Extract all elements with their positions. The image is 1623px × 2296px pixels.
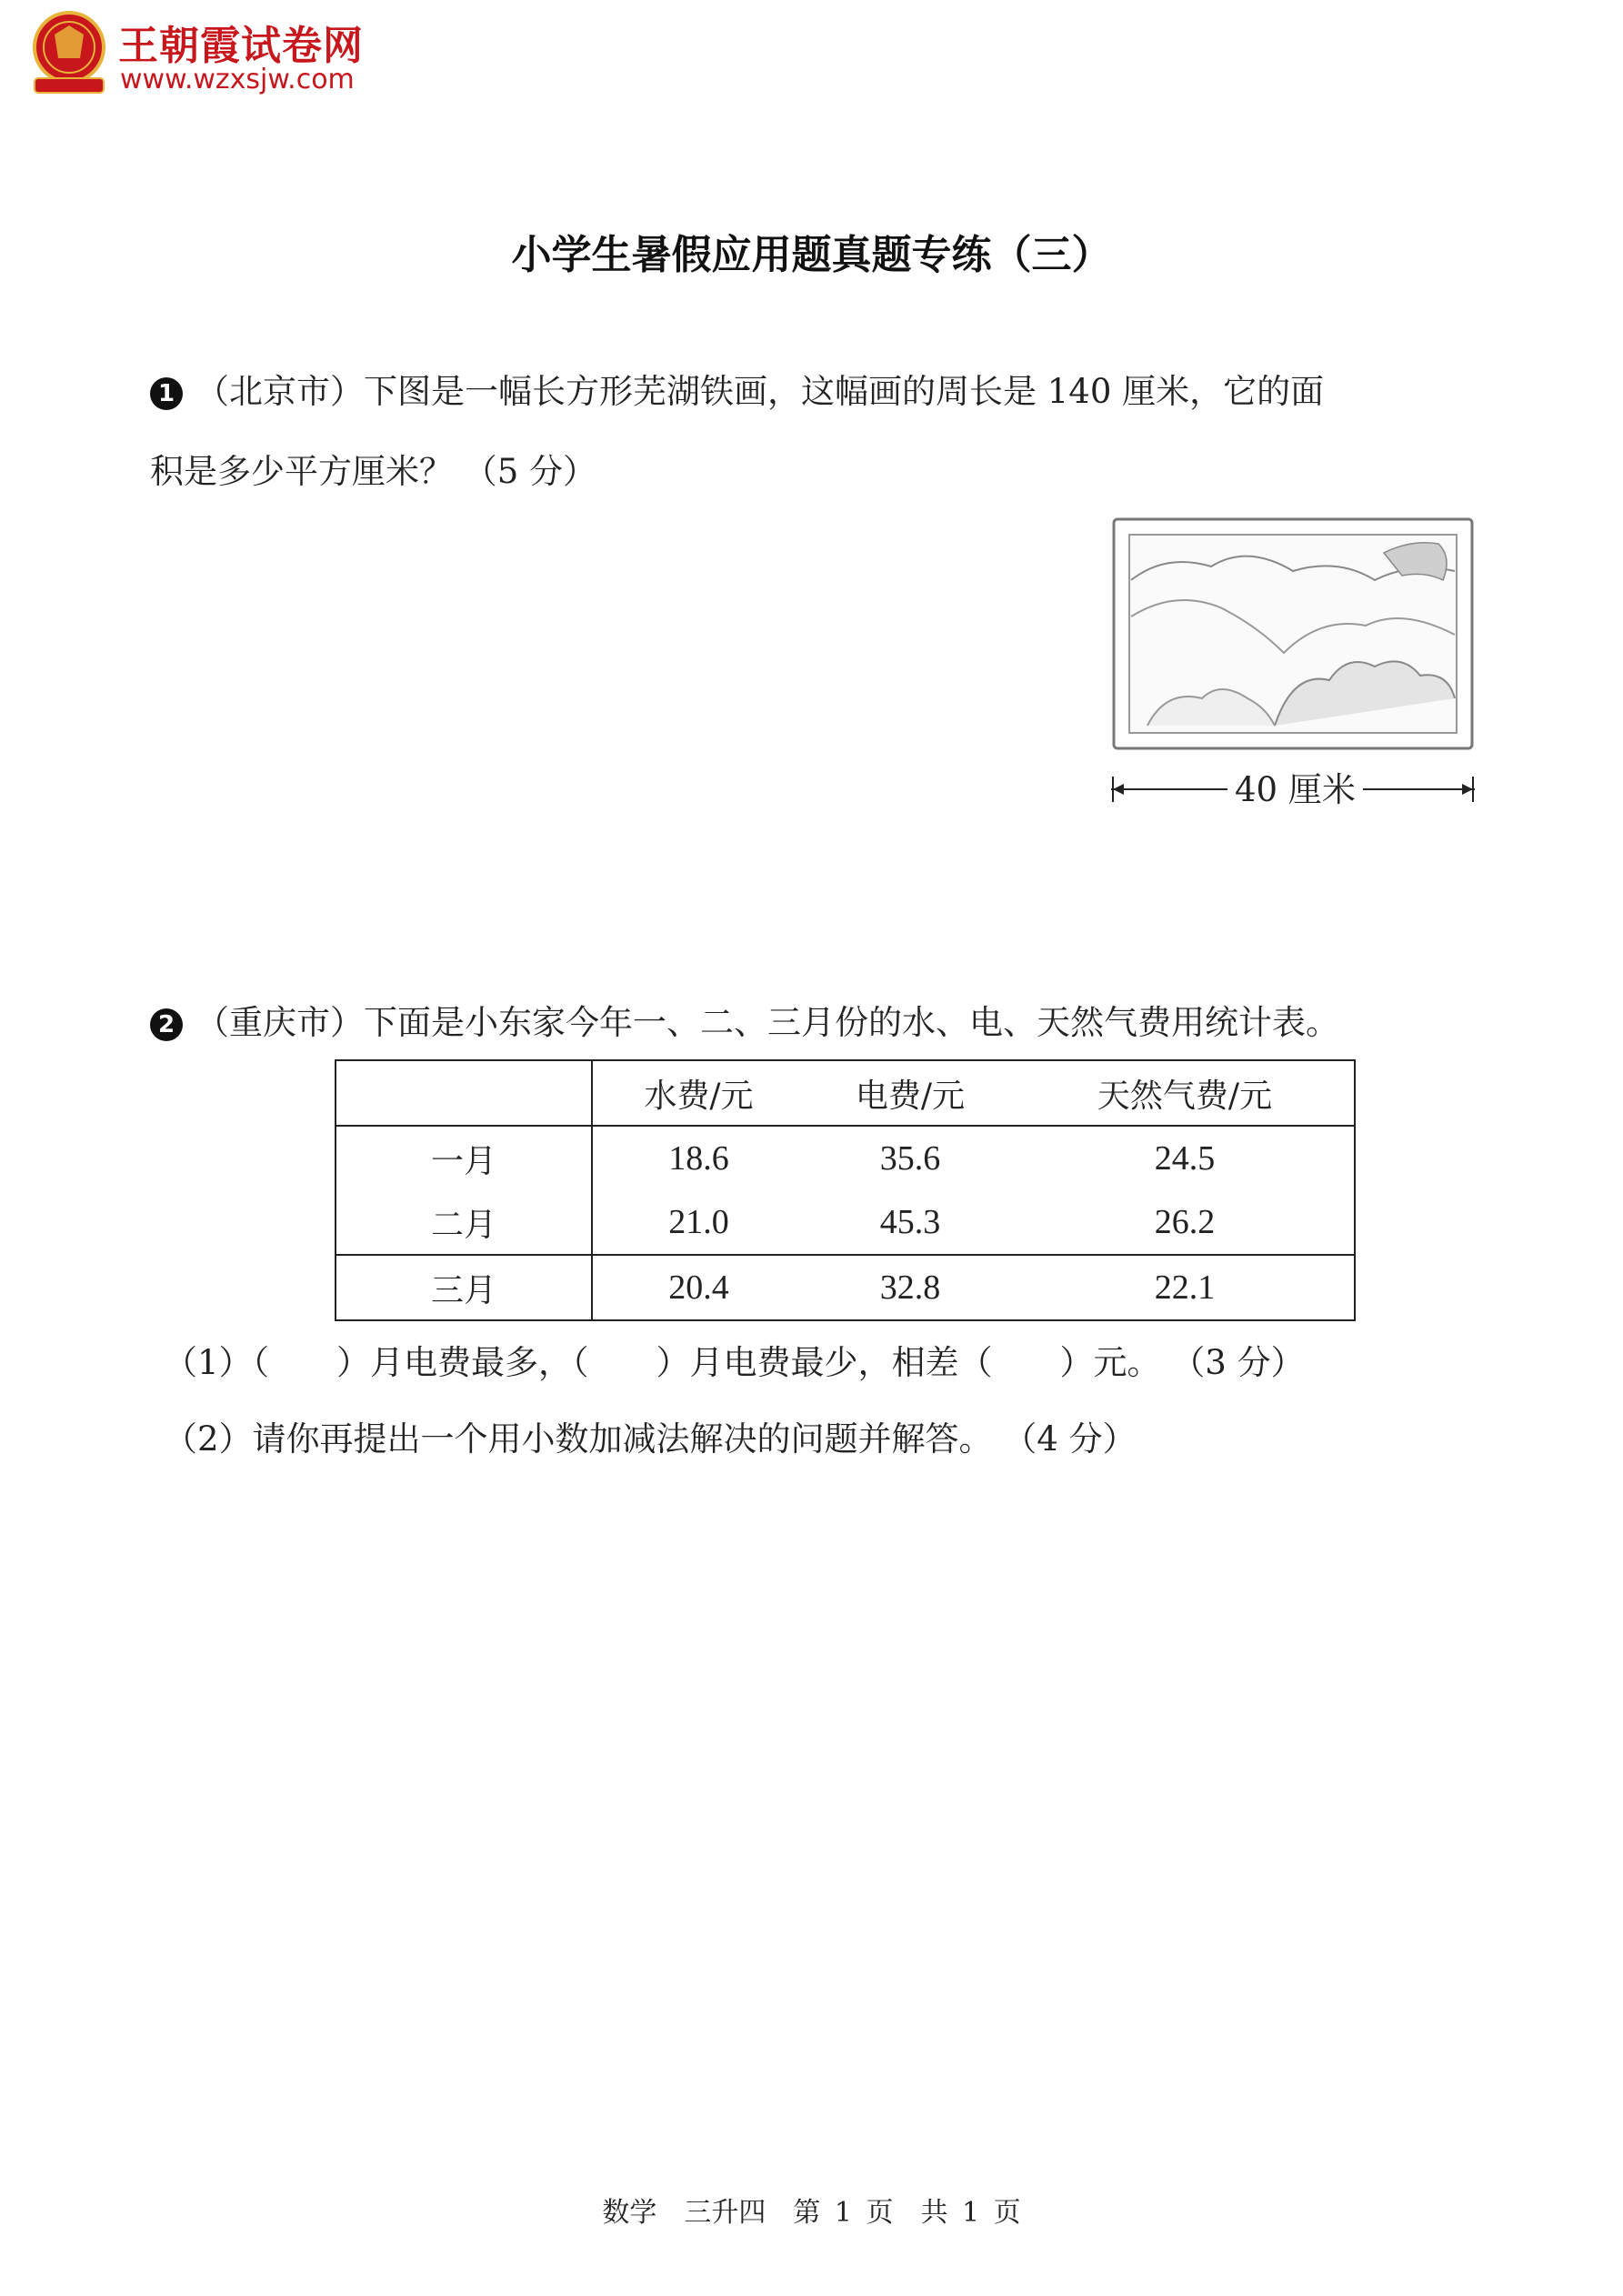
table-row	[336, 1255, 1355, 1320]
brand-url[interactable]: www.wzxsjw.com	[120, 64, 355, 95]
page-title: 小学生暑假应用题真题专练（三）	[511, 232, 1112, 278]
sub-question-1: （1）（ ）月电费最多，（ ）月电费最少，相差（ ）元。 （3 分）	[164, 1343, 1305, 1382]
table-row	[336, 1126, 1355, 1190]
question-2-number: 2	[150, 1008, 183, 1041]
table-cell: 20.4	[668, 1268, 729, 1307]
table-row-month: 三月	[336, 1255, 592, 1320]
table-cell: 26.2	[1016, 1190, 1355, 1255]
table-header-gas: 天然气费/元	[1016, 1060, 1355, 1126]
table-row-month: 一月	[336, 1126, 592, 1190]
site-logo	[27, 7, 391, 98]
table-cell: 32.8	[879, 1268, 941, 1307]
brand-name: 王朝霞试卷网	[118, 23, 364, 69]
table-row	[336, 1190, 1355, 1255]
sub-question-2: （2）请你再提出一个用小数加减法解决的问题并解答。 （4 分）	[164, 1419, 1137, 1459]
page-footer: 数学 三升四 第 1 页 共 1 页	[602, 2197, 1021, 2229]
question-2-intro: （重庆市）下面是小东家今年一、二、三月份的水、电、天然气费用统计表。	[195, 1003, 1339, 1042]
table-row-month: 二月	[336, 1190, 592, 1255]
table-cell: 18.6	[668, 1139, 729, 1178]
table-cell: 22.1	[1154, 1268, 1216, 1307]
table-cell: 45.3	[805, 1190, 1016, 1255]
table-header-row	[336, 1060, 1355, 1126]
question-1-line-1	[150, 364, 1324, 413]
table-corner-cell	[336, 1060, 592, 1126]
table-cell: 35.6	[879, 1139, 941, 1178]
brand-emblem-icon	[27, 7, 111, 98]
table-cell: 21.0	[592, 1190, 805, 1255]
question-2-line-1	[150, 995, 1339, 1044]
table-header-water: 水费/元	[592, 1060, 805, 1126]
question-1-text-1: （北京市）下图是一幅长方形芜湖铁画，这幅画的周长是 140 厘米，它的面	[195, 372, 1325, 411]
expense-table	[335, 1059, 1356, 1321]
question-1-number: 1	[150, 377, 183, 410]
painting-width-label: 40 厘米	[1227, 762, 1363, 811]
table-header-electricity: 电费/元	[805, 1060, 1016, 1126]
table-cell: 24.5	[1154, 1139, 1216, 1178]
question-1-line-2: 积是多少平方厘米？ （5 分）	[150, 452, 597, 491]
